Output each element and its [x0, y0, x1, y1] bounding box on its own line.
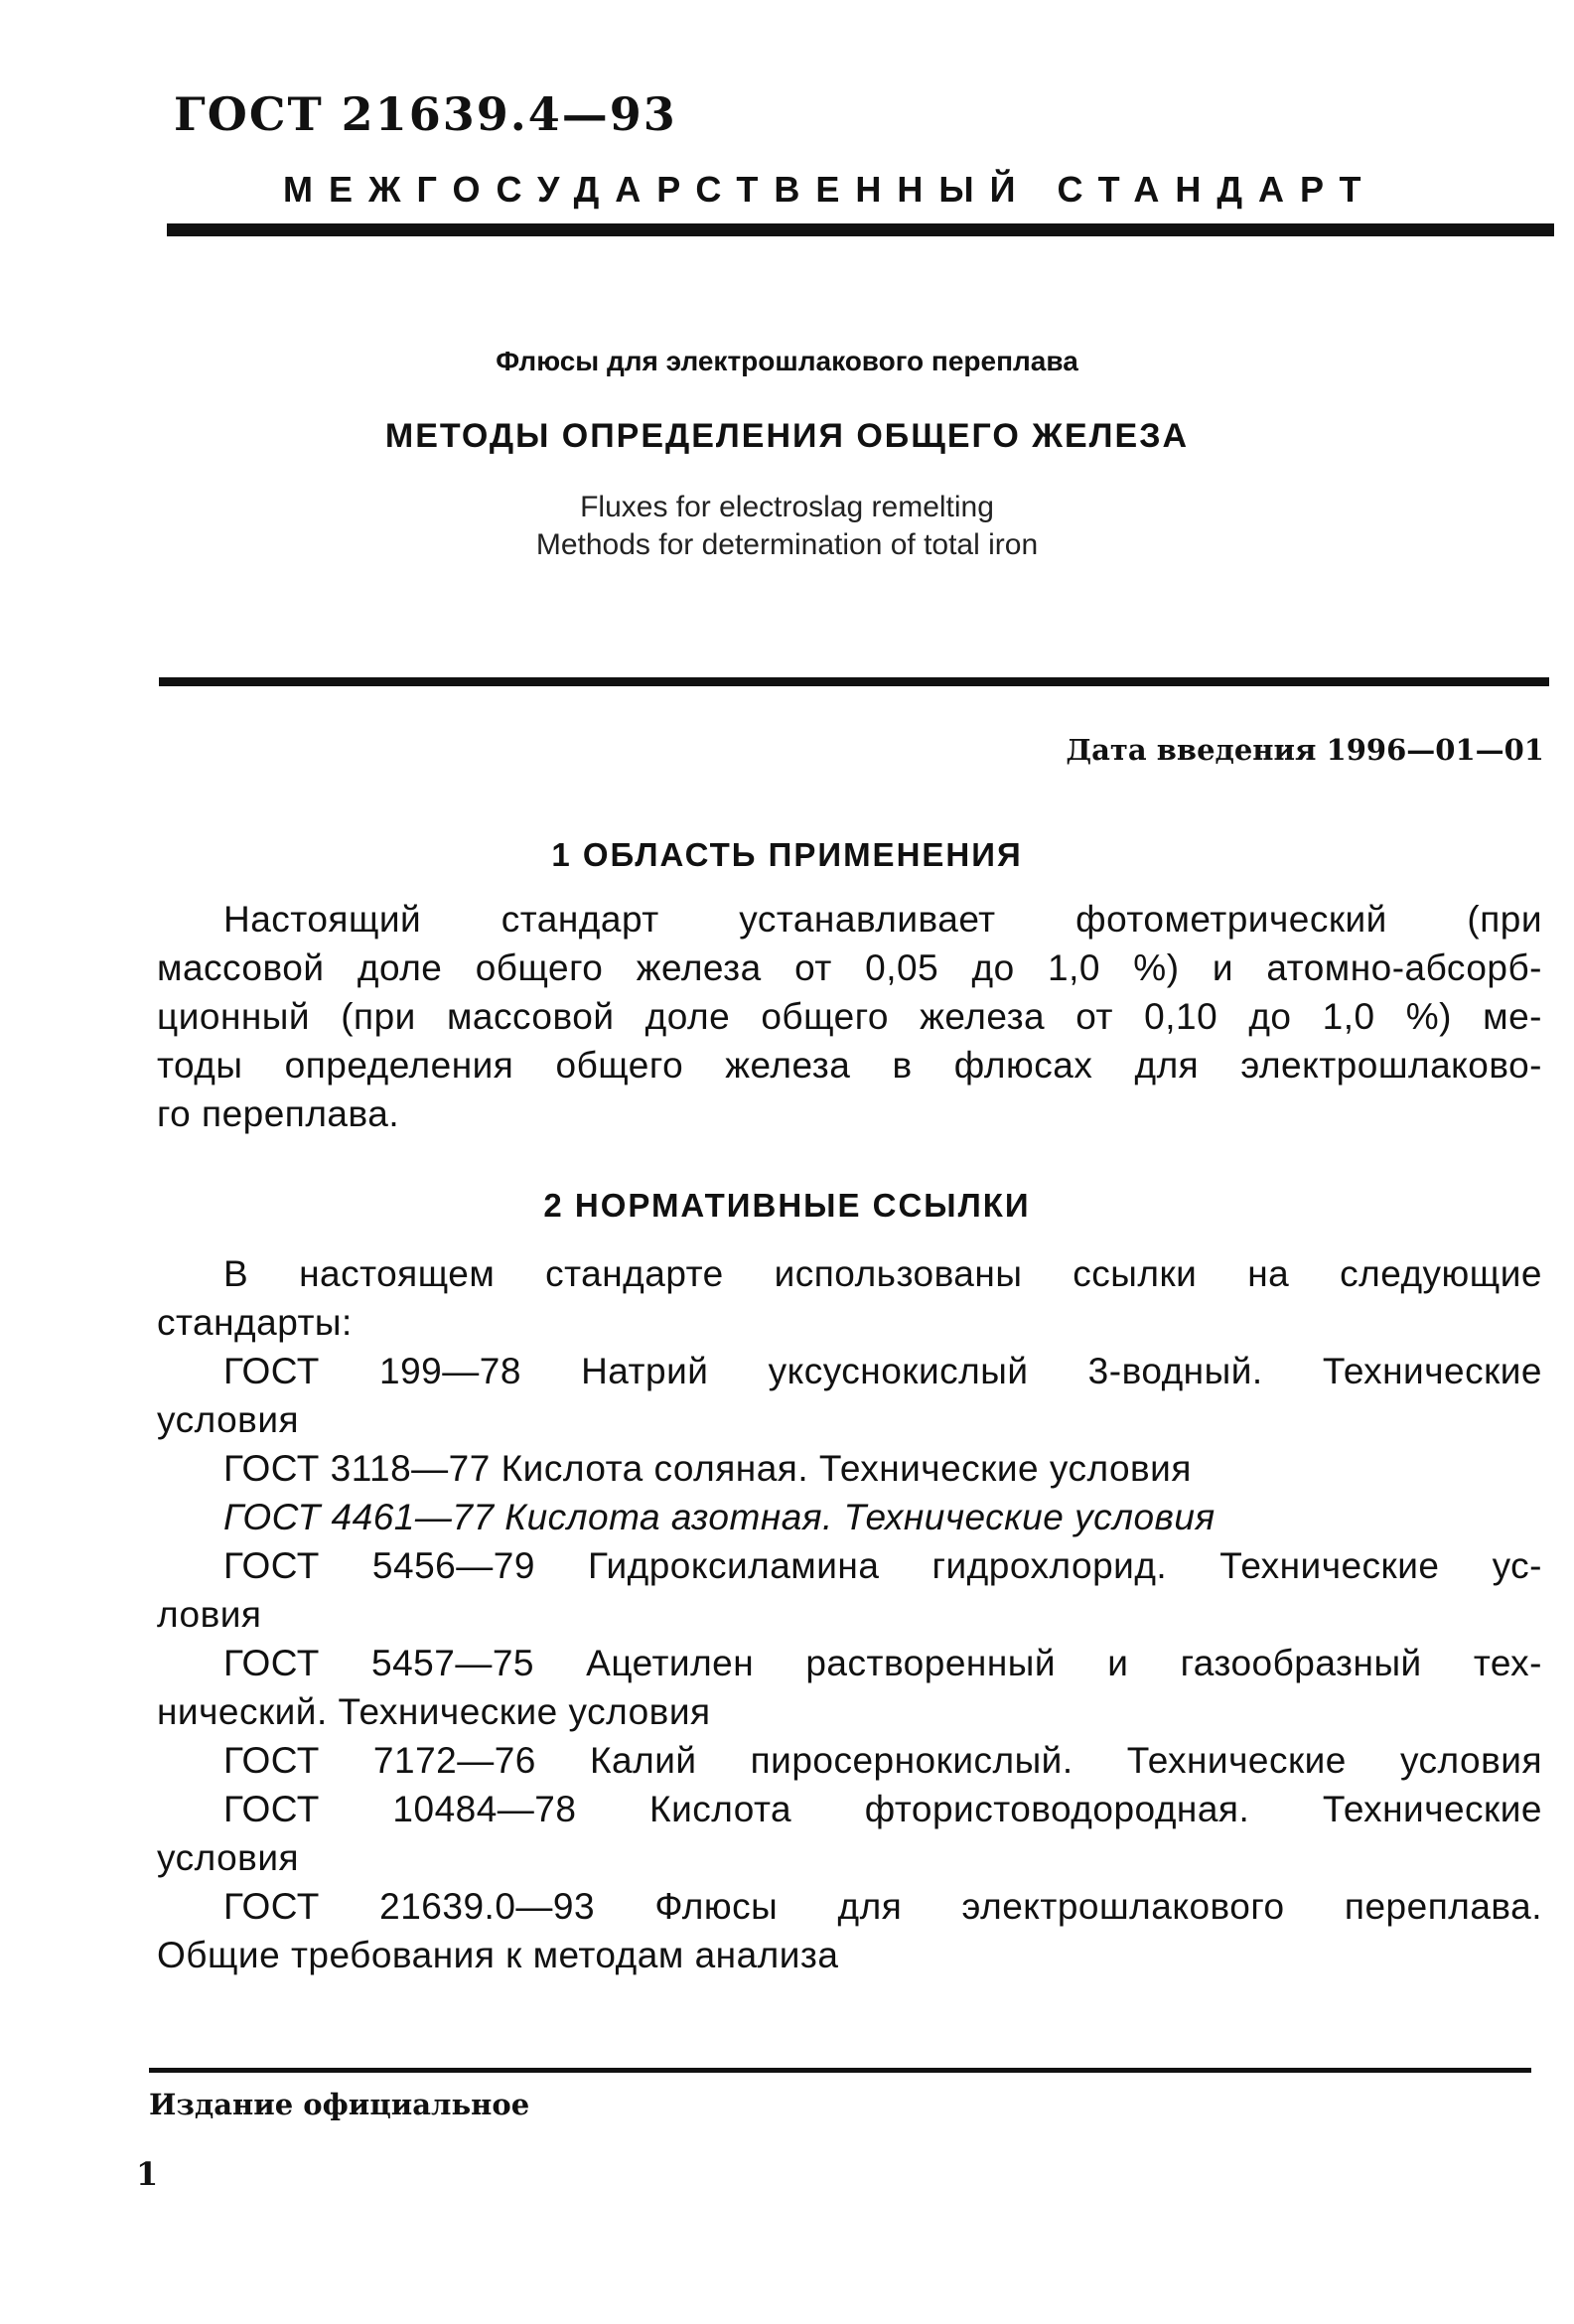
section-2-heading: 2 НОРМАТИВНЫЕ ССЫЛКИ — [543, 1187, 1031, 1224]
interstate-standard-label: МЕЖГОСУДАРСТВЕННЫЙ СТАНДАРТ — [283, 169, 1377, 210]
reference-line: условия — [157, 1837, 300, 1878]
reference-line: ГОСТ 7172—76 Калий пиросернокислый. Технические условия — [223, 1740, 1542, 1781]
document-code: ГОСТ 21639.4—93 — [174, 87, 677, 141]
reference-line: ловия — [157, 1594, 262, 1635]
reference-line: ГОСТ 5457—75 Ацетилен растворенный и газообразный тех- — [223, 1643, 1542, 1683]
section-1-line: тоды определения общего железа в флюсах для электрошлаково- — [157, 1045, 1542, 1086]
section-2-line: В настоящем стандарте использованы ссылки на следующие — [223, 1253, 1542, 1294]
section-1-line: массовой доле общего железа от 0,05 до 1,0 %) и атомно-абсорб- — [157, 947, 1542, 988]
reference-line: условия — [157, 1399, 300, 1440]
footer-rule — [149, 2068, 1531, 2073]
reference-line: нический. Технические условия — [157, 1691, 711, 1732]
reference-line: Общие требования к методам анализа — [157, 1935, 839, 1975]
reference-line: ГОСТ 5456—79 Гидроксиламина гидрохлорид. Технические ус- — [223, 1545, 1542, 1586]
introduction-date: Дата введения 1996—01—01 — [1066, 733, 1544, 767]
document-subtitle: Флюсы для электрошлакового переплава — [496, 346, 1078, 376]
page-number: 1 — [136, 2155, 159, 2193]
reference-line: ГОСТ 21639.0—93 Флюсы для электрошлакового переплава. — [223, 1886, 1542, 1927]
english-title-line-1: Fluxes for electroslag remelting — [580, 491, 994, 523]
section-1-heading: 1 ОБЛАСТЬ ПРИМЕНЕНИЯ — [551, 836, 1023, 873]
official-edition-label: Издание официальное — [149, 2088, 530, 2121]
title-rule — [159, 677, 1549, 686]
reference-line: ГОСТ 4461—77 Кислота азотная. Технические условия — [223, 1497, 1216, 1537]
document-title: МЕТОДЫ ОПРЕДЕЛЕНИЯ ОБЩЕГО ЖЕЛЕЗА — [384, 417, 1190, 455]
reference-line: ГОСТ 199—78 Натрий уксуснокислый 3-водный. Технические — [223, 1351, 1542, 1391]
reference-line: ГОСТ 3118—77 Кислота соляная. Технические условия — [223, 1448, 1192, 1489]
section-1-line: Настоящий стандарт устанавливает фотометрический (при — [223, 899, 1542, 940]
section-2-line: стандарты: — [157, 1302, 353, 1343]
header-rule — [167, 223, 1554, 236]
section-1-line: го переплава. — [157, 1093, 400, 1134]
english-title-line-2: Methods for determination of total iron — [535, 528, 1039, 561]
reference-line: ГОСТ 10484—78 Кислота фтористоводородная. Технические — [223, 1789, 1542, 1829]
section-1-line: ционный (при массовой доле общего железа от 0,10 до 1,0 %) ме- — [157, 996, 1542, 1037]
